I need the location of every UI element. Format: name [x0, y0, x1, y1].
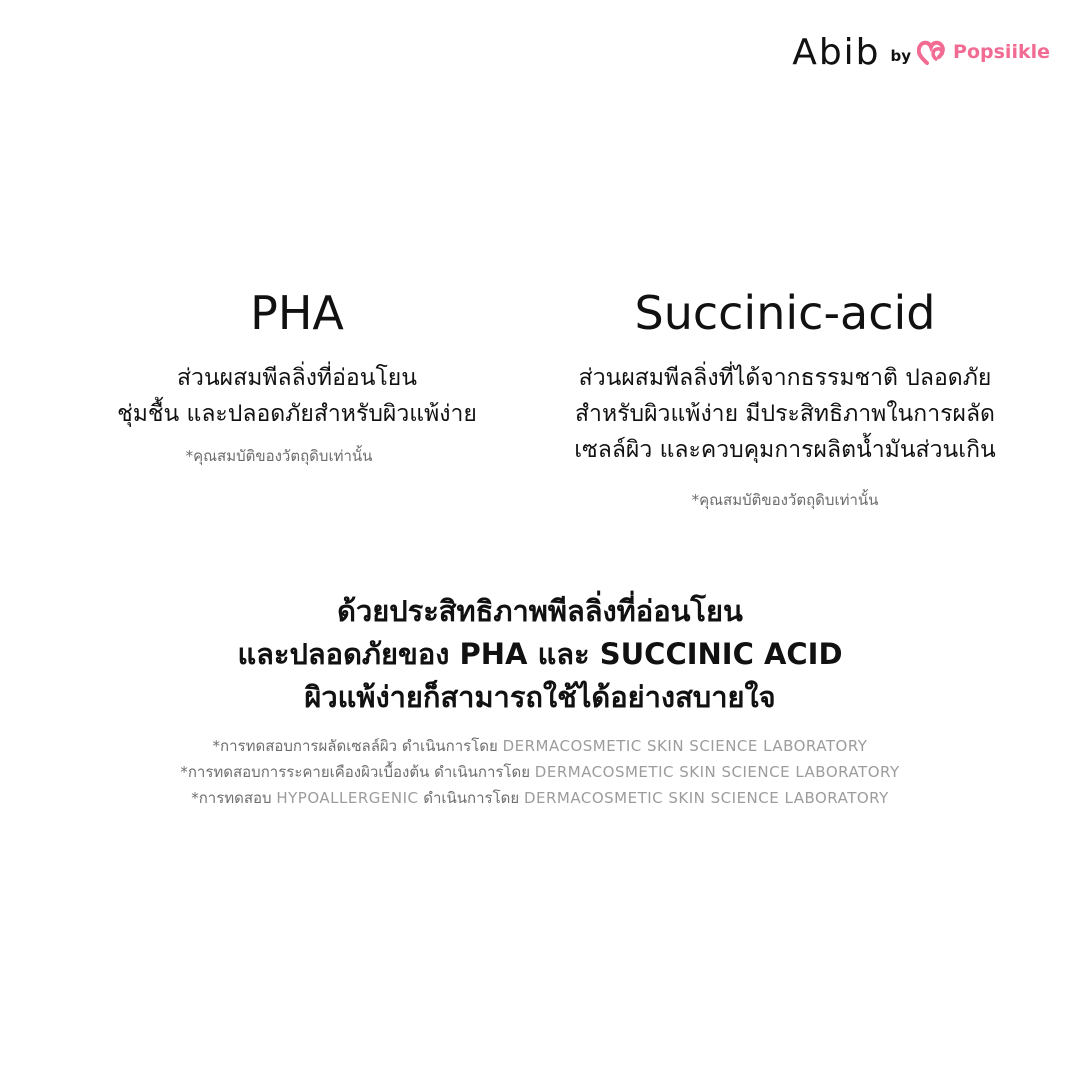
description-line: ชุ่มชื้น และปลอดภัยสำหรับผิวแพ้ง่าย — [117, 401, 477, 427]
headline-line: ผิวแพ้ง่ายก็สามารถใช้ได้อย่างสบายใจ — [304, 680, 776, 714]
footnote-text: ดำเนินการโดย — [418, 789, 524, 807]
description-line: สำหรับผิวแพ้ง่าย มีประสิทธิภาพในการผลัด — [575, 401, 995, 427]
footnote — [40, 733, 1040, 759]
footnote-test-name: HYPOALLERGENIC — [276, 789, 419, 807]
ingredient-description — [545, 360, 1025, 468]
ingredient-title: PHA — [250, 286, 344, 340]
headline-line: ด้วยประสิทธิภาพพีลลิ่งที่อ่อนโยน — [337, 594, 743, 628]
ingredient-title: Succinic-acid — [634, 286, 936, 340]
brand-name: Abib — [792, 31, 881, 73]
brand-logo — [792, 30, 1050, 74]
test-footnotes — [40, 733, 1040, 811]
ingredient-pha — [82, 282, 512, 468]
description-line: ส่วนผสมพีลลิ่งที่ได้จากธรรมชาติ ปลอดภัย — [578, 365, 992, 391]
ingredient-note: *คุณสมบัติของวัตถุดิบเท่านั้น — [185, 447, 373, 465]
ingredient-succinic-acid — [545, 282, 1025, 512]
partner-name: Popsiikle — [953, 41, 1050, 63]
footnote-text: *การทดสอบ — [191, 789, 277, 807]
headline — [40, 590, 1040, 719]
ingredient-note: *คุณสมบัติของวัตถุดิบเท่านั้น — [691, 491, 879, 509]
description-line: ส่วนผสมพีลลิ่งที่อ่อนโยน — [177, 365, 417, 391]
footnote — [40, 759, 1040, 785]
ingredient-description — [82, 360, 512, 432]
footnote-lab: DERMACOSMETIC SKIN SCIENCE LABORATORY — [523, 789, 889, 807]
brand-by: by — [890, 47, 912, 65]
footnote-lab: DERMACOSMETIC SKIN SCIENCE LABORATORY — [534, 763, 900, 781]
headline-line: และปลอดภัยของ PHA และ SUCCINIC ACID — [237, 637, 843, 671]
footnote — [40, 785, 1040, 811]
footnote-text: *การทดสอบการผลัดเซลล์ผิว ดำเนินการโดย — [212, 737, 503, 755]
description-line: เซลล์ผิว และควบคุมการผลิตน้ำมันส่วนเกิน — [574, 437, 996, 463]
footnote-text: *การทดสอบการระคายเคืองผิวเบื้องต้น ดำเนินการโดย — [180, 763, 535, 781]
partner-logo — [917, 38, 1050, 66]
footnote-lab: DERMACOSMETIC SKIN SCIENCE LABORATORY — [502, 737, 868, 755]
heart-logo-icon — [917, 38, 951, 66]
